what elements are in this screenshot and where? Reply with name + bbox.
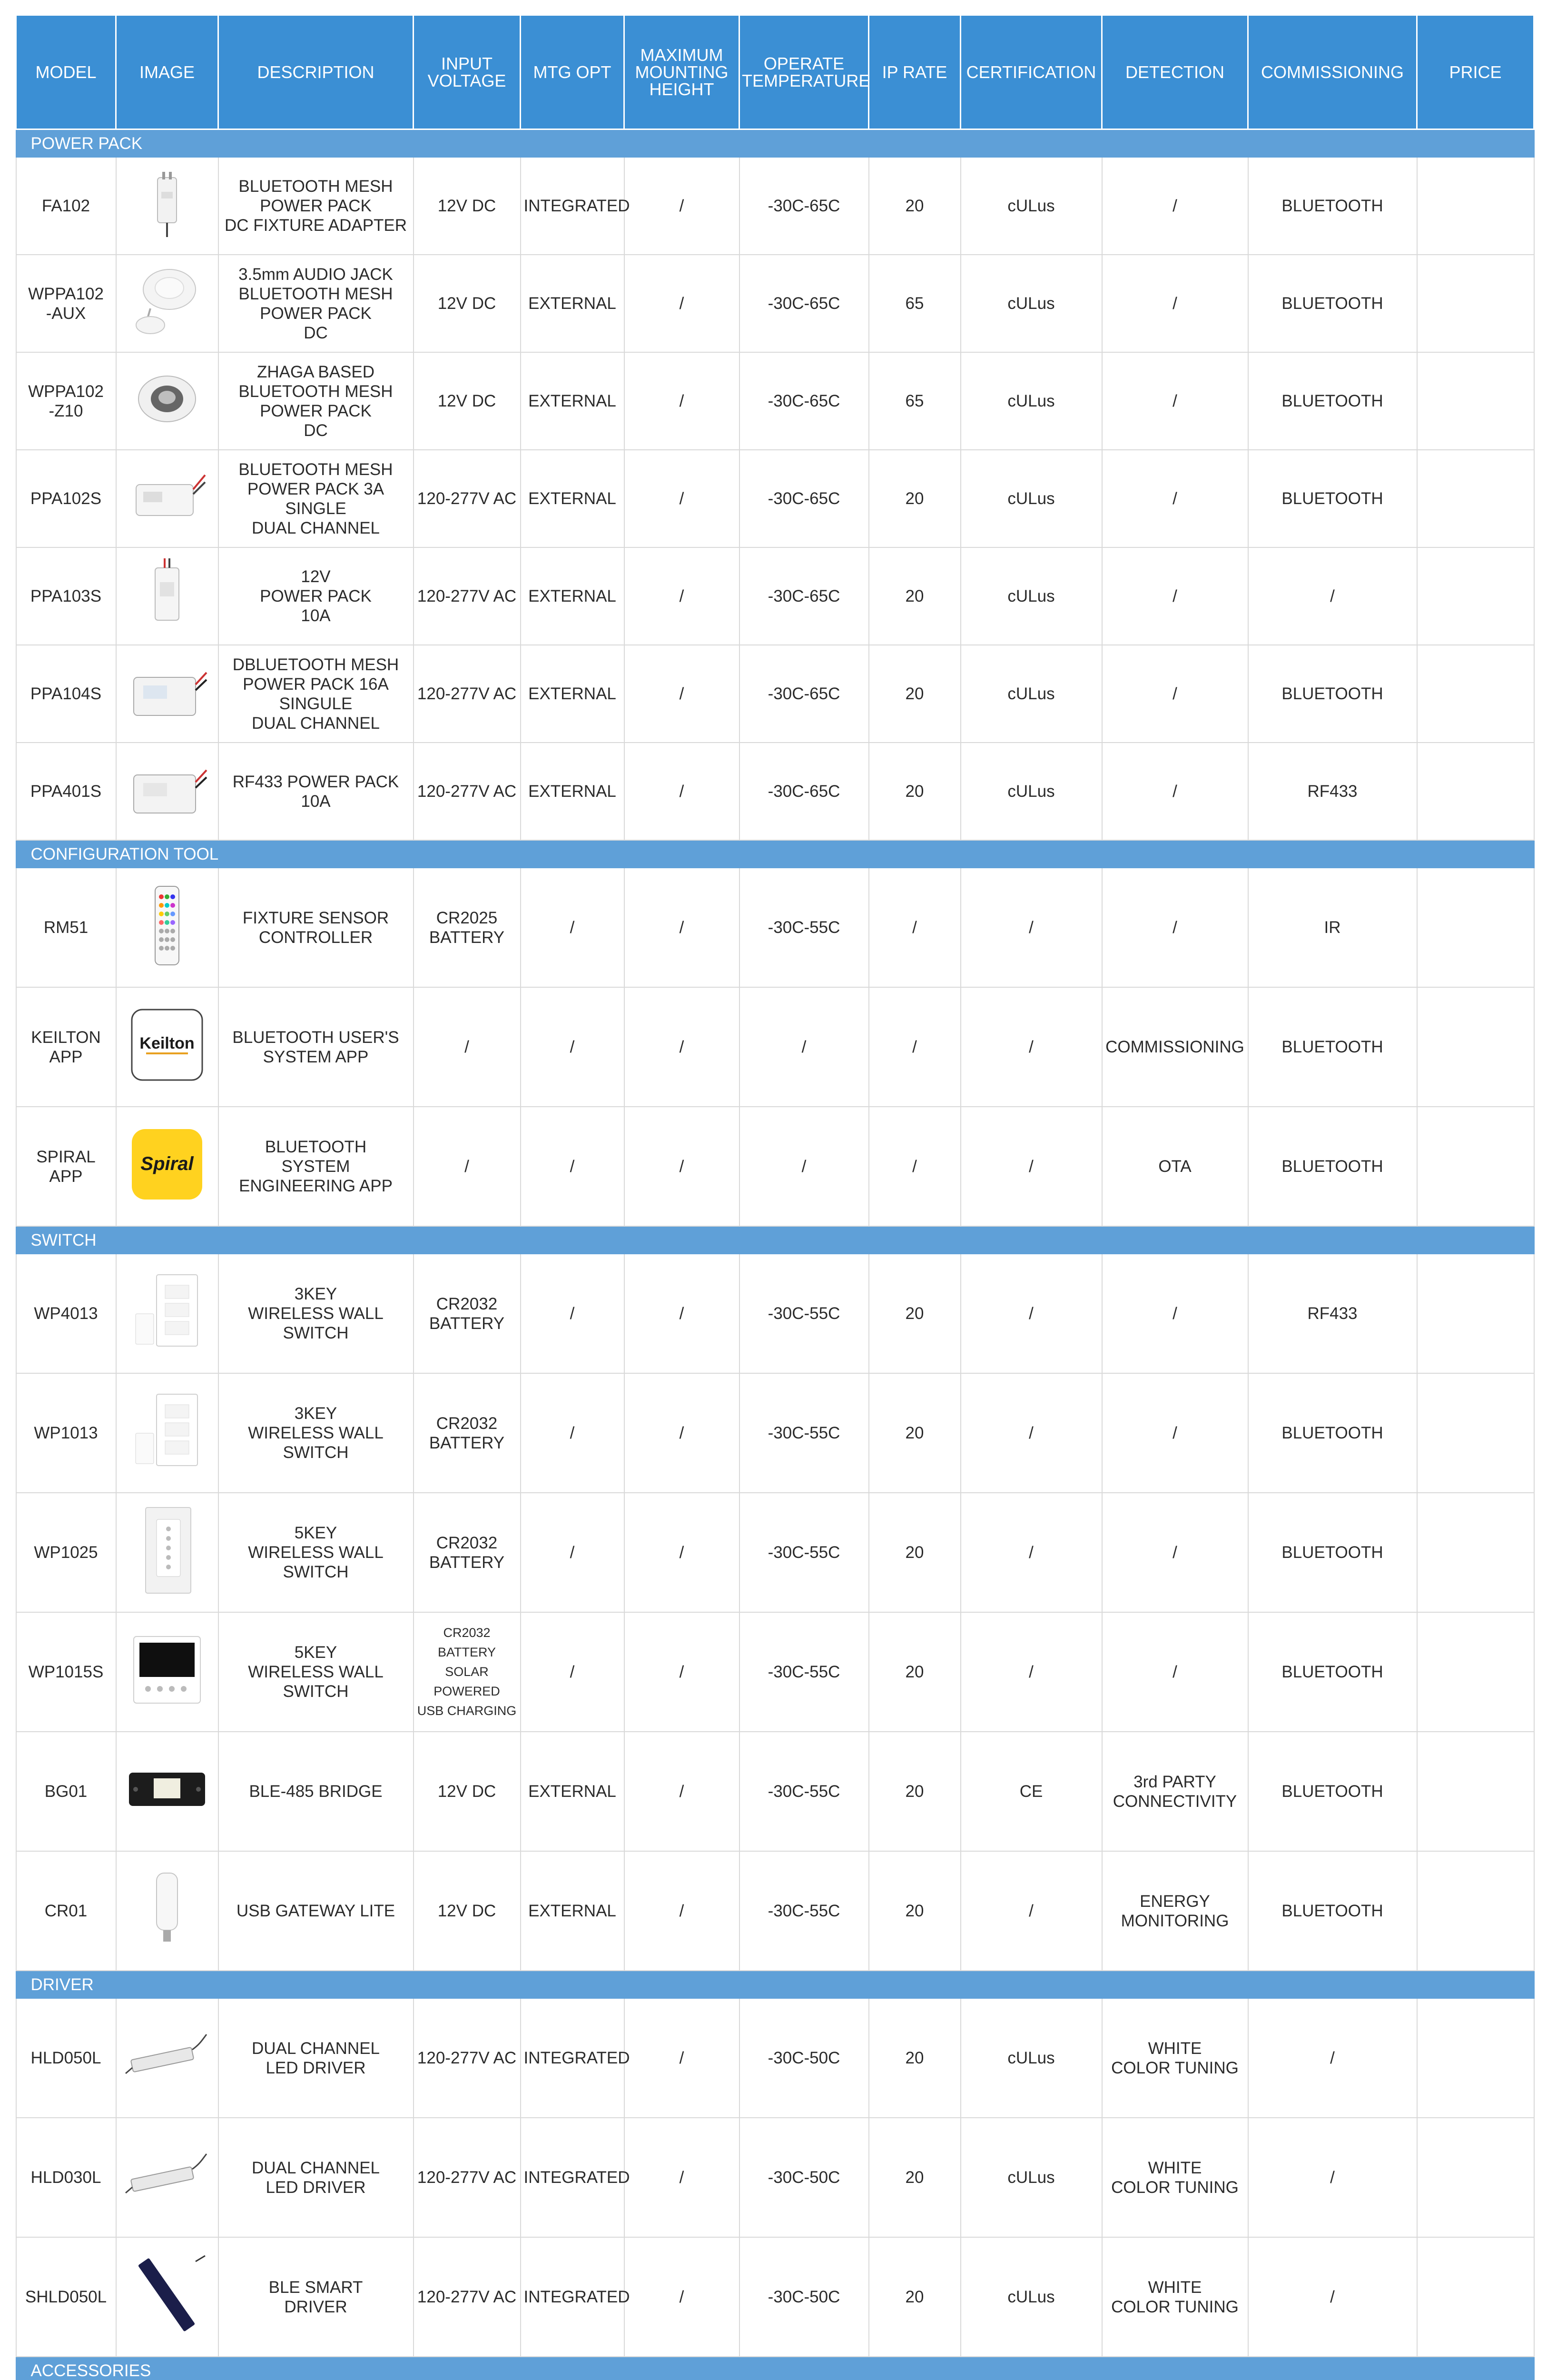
- cell-description: DBLUETOOTH MESH POWER PACK 16A SINGULE DUAL CHANNEL: [218, 645, 414, 743]
- cell-ip-rate: /: [869, 868, 961, 987]
- product-image-cell: [116, 157, 218, 255]
- wall-switch-display-photo: [119, 1625, 215, 1719]
- cell-price: [1417, 352, 1534, 450]
- section-header-row: [16, 1971, 1534, 1998]
- header-mtg-opt: MTG OPT: [521, 15, 624, 129]
- section-title: ACCESSORIES: [16, 2357, 1534, 2380]
- cell-operate-temperature: /: [739, 1107, 869, 1226]
- product-image-cell: [116, 1107, 218, 1226]
- cell-certification: cULus: [961, 255, 1102, 352]
- zhaga-sensor-photo: [119, 363, 215, 439]
- table-row: [16, 987, 1534, 1107]
- wall-switch-3key-photo: [119, 1266, 215, 1361]
- cell-operate-temperature: -30C-65C: [739, 743, 869, 840]
- cell-price: [1417, 255, 1534, 352]
- cell-operate-temperature: -30C-50C: [739, 2118, 869, 2237]
- cell-mtg-opt: INTEGRATED: [521, 2237, 624, 2357]
- cell-description: BLUETOOTH MESH POWER PACK 3A SINGLE DUAL CHANNEL: [218, 450, 414, 547]
- cell-detection: /: [1102, 352, 1248, 450]
- table-row: [16, 352, 1534, 450]
- product-image-cell: [116, 868, 218, 987]
- cell-input-voltage: 120-277V AC: [414, 1998, 521, 2118]
- section-header-row: [16, 2357, 1534, 2380]
- product-image-cell: [116, 1493, 218, 1612]
- table-row: [16, 1373, 1534, 1493]
- cell-input-voltage: 120-277V AC: [414, 743, 521, 840]
- cell-price: [1417, 987, 1534, 1107]
- cell-model: PPA103S: [16, 547, 116, 645]
- cell-commissioning: BLUETOOTH: [1248, 645, 1417, 743]
- cell-mounting-height: /: [624, 987, 739, 1107]
- cell-certification: /: [961, 1612, 1102, 1732]
- cell-commissioning: BLUETOOTH: [1248, 987, 1417, 1107]
- cell-detection: /: [1102, 1373, 1248, 1493]
- product-image-cell: [116, 255, 218, 352]
- product-image-cell: [116, 1851, 218, 1971]
- cell-ip-rate: 20: [869, 743, 961, 840]
- cell-description: 3.5mm AUDIO JACK BLUETOOTH MESH POWER PACK DC: [218, 255, 414, 352]
- cell-description: USB GATEWAY LITE: [218, 1851, 414, 1971]
- cell-price: [1417, 868, 1534, 987]
- table-row: [16, 2118, 1534, 2237]
- cell-price: [1417, 450, 1534, 547]
- cell-mounting-height: /: [624, 645, 739, 743]
- cell-certification: /: [961, 1373, 1102, 1493]
- cell-input-voltage: CR2032 BATTERY SOLAR POWERED USB CHARGING: [414, 1612, 521, 1732]
- cell-mtg-opt: /: [521, 1493, 624, 1612]
- product-table: [15, 14, 1535, 2380]
- cell-price: [1417, 1107, 1534, 1226]
- cell-operate-temperature: -30C-55C: [739, 1254, 869, 1373]
- cell-mounting-height: /: [624, 1612, 739, 1732]
- cell-commissioning: BLUETOOTH: [1248, 157, 1417, 255]
- rf433-power-pack-photo: [119, 754, 215, 829]
- product-image-cell: [116, 450, 218, 547]
- cell-detection: /: [1102, 255, 1248, 352]
- cell-detection: /: [1102, 1612, 1248, 1732]
- cell-operate-temperature: -30C-65C: [739, 352, 869, 450]
- table-row: [16, 1612, 1534, 1732]
- product-image-cell: [116, 1998, 218, 2118]
- led-driver-photo: [119, 2140, 215, 2215]
- cell-ip-rate: 20: [869, 1612, 961, 1732]
- cell-ip-rate: 20: [869, 2237, 961, 2357]
- cell-certification: cULus: [961, 1998, 1102, 2118]
- cell-operate-temperature: -30C-50C: [739, 2237, 869, 2357]
- table-row: [16, 1107, 1534, 1226]
- header-ip-rate: IP RATE: [869, 15, 961, 129]
- cell-description: BLUETOOTH USER'S SYSTEM APP: [218, 987, 414, 1107]
- cell-description: DUAL CHANNEL LED DRIVER: [218, 1998, 414, 2118]
- cell-mounting-height: /: [624, 743, 739, 840]
- header-detection: DETECTION: [1102, 15, 1248, 129]
- cell-operate-temperature: -30C-65C: [739, 157, 869, 255]
- cell-input-voltage: 12V DC: [414, 352, 521, 450]
- product-table-container: [15, 14, 1533, 2380]
- cell-description: BLE SMART DRIVER: [218, 2237, 414, 2357]
- table-body: [16, 129, 1534, 2380]
- product-image-cell: [116, 743, 218, 840]
- cell-description: 3KEY WIRELESS WALL SWITCH: [218, 1373, 414, 1493]
- cell-price: [1417, 547, 1534, 645]
- cell-ip-rate: 20: [869, 1254, 961, 1373]
- cell-certification: cULus: [961, 547, 1102, 645]
- section-title: SWITCH: [16, 1226, 1534, 1254]
- cell-description: RF433 POWER PACK 10A: [218, 743, 414, 840]
- product-image-cell: [116, 645, 218, 743]
- cell-description: FIXTURE SENSOR CONTROLLER: [218, 868, 414, 987]
- cell-operate-temperature: /: [739, 987, 869, 1107]
- cell-commissioning: BLUETOOTH: [1248, 1373, 1417, 1493]
- cell-price: [1417, 645, 1534, 743]
- cell-price: [1417, 1851, 1534, 1971]
- table-row: [16, 2237, 1534, 2357]
- cell-ip-rate: 20: [869, 157, 961, 255]
- cell-operate-temperature: -30C-50C: [739, 1998, 869, 2118]
- cell-ip-rate: 20: [869, 547, 961, 645]
- cell-price: [1417, 1998, 1534, 2118]
- cell-model: SPIRAL APP: [16, 1107, 116, 1226]
- cell-mtg-opt: EXTERNAL: [521, 547, 624, 645]
- table-row: [16, 450, 1534, 547]
- keilton-app-icon: [119, 1007, 215, 1087]
- cell-mounting-height: /: [624, 352, 739, 450]
- cell-mounting-height: /: [624, 450, 739, 547]
- cell-mounting-height: /: [624, 1107, 739, 1226]
- cell-description: ZHAGA BASED BLUETOOTH MESH POWER PACK DC: [218, 352, 414, 450]
- cell-description: 5KEY WIRELESS WALL SWITCH: [218, 1612, 414, 1732]
- header-model: MODEL: [16, 15, 116, 129]
- cell-ip-rate: 20: [869, 2118, 961, 2237]
- cell-ip-rate: 20: [869, 1732, 961, 1851]
- product-image-cell: [116, 547, 218, 645]
- cell-price: [1417, 1493, 1534, 1612]
- cell-certification: cULus: [961, 645, 1102, 743]
- cell-mounting-height: /: [624, 547, 739, 645]
- table-row: [16, 645, 1534, 743]
- cell-price: [1417, 1254, 1534, 1373]
- cell-commissioning: RF433: [1248, 743, 1417, 840]
- cell-model: WP4013: [16, 1254, 116, 1373]
- table-row: [16, 868, 1534, 987]
- power-pack-photo: [119, 461, 215, 536]
- cell-mounting-height: /: [624, 868, 739, 987]
- cell-detection: /: [1102, 743, 1248, 840]
- cell-ip-rate: 20: [869, 1493, 961, 1612]
- cell-mtg-opt: /: [521, 868, 624, 987]
- cell-description: 5KEY WIRELESS WALL SWITCH: [218, 1493, 414, 1612]
- cell-description: DUAL CHANNEL LED DRIVER: [218, 2118, 414, 2237]
- cell-operate-temperature: -30C-65C: [739, 547, 869, 645]
- cell-commissioning: /: [1248, 1998, 1417, 2118]
- cell-input-voltage: CR2032 BATTERY: [414, 1254, 521, 1373]
- cell-price: [1417, 2237, 1534, 2357]
- cell-detection: /: [1102, 547, 1248, 645]
- cell-input-voltage: 12V DC: [414, 1732, 521, 1851]
- cell-mounting-height: /: [624, 157, 739, 255]
- cell-model: WP1013: [16, 1373, 116, 1493]
- cell-certification: cULus: [961, 157, 1102, 255]
- cell-detection: /: [1102, 868, 1248, 987]
- cell-certification: cULus: [961, 352, 1102, 450]
- cell-description: BLUETOOTH SYSTEM ENGINEERING APP: [218, 1107, 414, 1226]
- cell-price: [1417, 2118, 1534, 2237]
- cell-certification: /: [961, 868, 1102, 987]
- usb-gateway-photo: [119, 1866, 215, 1956]
- wall-switch-5key-photo: [119, 1503, 215, 1602]
- header-commissioning: COMMISSIONING: [1248, 15, 1417, 129]
- cell-price: [1417, 1732, 1534, 1851]
- product-image-cell: [116, 1254, 218, 1373]
- cell-certification: /: [961, 1254, 1102, 1373]
- cell-ip-rate: 20: [869, 1998, 961, 2118]
- header-operate-temperature: OPERATE TEMPERATURE: [739, 15, 869, 129]
- cell-mtg-opt: EXTERNAL: [521, 645, 624, 743]
- cell-ip-rate: 20: [869, 1373, 961, 1493]
- cell-input-voltage: 120-277V AC: [414, 2118, 521, 2237]
- cell-certification: cULus: [961, 743, 1102, 840]
- cell-model: WP1015S: [16, 1612, 116, 1732]
- cell-description: 12V POWER PACK 10A: [218, 547, 414, 645]
- cell-input-voltage: CR2032 BATTERY: [414, 1493, 521, 1612]
- cell-mtg-opt: INTEGRATED: [521, 1998, 624, 2118]
- cell-detection: OTA: [1102, 1107, 1248, 1226]
- section-header-row: [16, 840, 1534, 868]
- cell-price: [1417, 1612, 1534, 1732]
- cell-input-voltage: 120-277V AC: [414, 450, 521, 547]
- cell-model: KEILTON APP: [16, 987, 116, 1107]
- cell-mtg-opt: /: [521, 1373, 624, 1493]
- cell-description: BLE-485 BRIDGE: [218, 1732, 414, 1851]
- section-title: DRIVER: [16, 1971, 1534, 1998]
- cell-ip-rate: /: [869, 1107, 961, 1226]
- table-row: [16, 1732, 1534, 1851]
- cell-commissioning: BLUETOOTH: [1248, 1851, 1417, 1971]
- cell-certification: cULus: [961, 2237, 1102, 2357]
- led-driver-photo: [119, 2020, 215, 2096]
- cell-model: CR01: [16, 1851, 116, 1971]
- cell-model: RM51: [16, 868, 116, 987]
- cell-model: WP1025: [16, 1493, 116, 1612]
- section-header-row: [16, 129, 1534, 158]
- cell-ip-rate: 20: [869, 1851, 961, 1971]
- cell-price: [1417, 1373, 1534, 1493]
- cell-commissioning: /: [1248, 547, 1417, 645]
- cell-model: HLD050L: [16, 1998, 116, 2118]
- svg-text:Spiral: Spiral: [140, 1153, 194, 1174]
- cell-commissioning: BLUETOOTH: [1248, 1612, 1417, 1732]
- cell-commissioning: BLUETOOTH: [1248, 1107, 1417, 1226]
- cell-operate-temperature: -30C-55C: [739, 1612, 869, 1732]
- cell-model: HLD030L: [16, 2118, 116, 2237]
- cell-certification: cULus: [961, 2118, 1102, 2237]
- cell-model: PPA104S: [16, 645, 116, 743]
- header-input-voltage: INPUT VOLTAGE: [414, 15, 521, 129]
- cell-ip-rate: 20: [869, 450, 961, 547]
- header-image: IMAGE: [116, 15, 218, 129]
- table-row: [16, 1254, 1534, 1373]
- cell-mtg-opt: /: [521, 1254, 624, 1373]
- cell-detection: ENERGY MONITORING: [1102, 1851, 1248, 1971]
- bridge-photo: [119, 1754, 215, 1829]
- cell-detection: WHITE COLOR TUNING: [1102, 2237, 1248, 2357]
- cell-mounting-height: /: [624, 2118, 739, 2237]
- product-image-cell: [116, 2237, 218, 2357]
- cell-certification: /: [961, 1851, 1102, 1971]
- cell-commissioning: IR: [1248, 868, 1417, 987]
- cell-input-voltage: 120-277V AC: [414, 547, 521, 645]
- cell-operate-temperature: -30C-55C: [739, 1851, 869, 1971]
- cell-ip-rate: /: [869, 987, 961, 1107]
- cell-certification: /: [961, 987, 1102, 1107]
- cell-model: SHLD050L: [16, 2237, 116, 2357]
- cell-detection: /: [1102, 645, 1248, 743]
- product-image-cell: [116, 1373, 218, 1493]
- cell-certification: CE: [961, 1732, 1102, 1851]
- cell-detection: WHITE COLOR TUNING: [1102, 2118, 1248, 2237]
- cell-detection: /: [1102, 1493, 1248, 1612]
- cell-model: PPA102S: [16, 450, 116, 547]
- cell-ip-rate: 20: [869, 645, 961, 743]
- cell-mounting-height: /: [624, 1254, 739, 1373]
- cell-model: PPA401S: [16, 743, 116, 840]
- product-image-cell: [116, 1732, 218, 1851]
- cell-certification: /: [961, 1107, 1102, 1226]
- cell-price: [1417, 157, 1534, 255]
- cell-mounting-height: /: [624, 1373, 739, 1493]
- cell-ip-rate: 65: [869, 255, 961, 352]
- cell-input-voltage: CR2025 BATTERY: [414, 868, 521, 987]
- cell-commissioning: /: [1248, 2237, 1417, 2357]
- table-row: [16, 547, 1534, 645]
- cell-commissioning: RF433: [1248, 1254, 1417, 1373]
- table-row: [16, 1998, 1534, 2118]
- cell-certification: cULus: [961, 450, 1102, 547]
- product-image-cell: [116, 352, 218, 450]
- cell-operate-temperature: -30C-65C: [739, 255, 869, 352]
- cell-detection: WHITE COLOR TUNING: [1102, 1998, 1248, 2118]
- cell-mounting-height: /: [624, 1998, 739, 2118]
- cell-commissioning: BLUETOOTH: [1248, 1732, 1417, 1851]
- cell-operate-temperature: -30C-65C: [739, 645, 869, 743]
- table-row: [16, 157, 1534, 255]
- table-row: [16, 1851, 1534, 1971]
- header-description: DESCRIPTION: [218, 15, 414, 129]
- power-pack-16a-photo: [119, 656, 215, 732]
- cell-detection: 3rd PARTY CONNECTIVITY: [1102, 1732, 1248, 1851]
- cell-mounting-height: /: [624, 1732, 739, 1851]
- section-title: CONFIGURATION TOOL: [16, 840, 1534, 868]
- header-row: [16, 15, 1534, 129]
- cell-model: BG01: [16, 1732, 116, 1851]
- cell-commissioning: BLUETOOTH: [1248, 255, 1417, 352]
- cell-mtg-opt: EXTERNAL: [521, 352, 624, 450]
- header-certification: CERTIFICATION: [961, 15, 1102, 129]
- cell-operate-temperature: -30C-65C: [739, 450, 869, 547]
- spiral-app-icon: [119, 1126, 215, 1207]
- header-max-mounting-height: MAXIMUM MOUNTING HEIGHT: [624, 15, 739, 129]
- cell-mounting-height: /: [624, 1851, 739, 1971]
- cell-mtg-opt: EXTERNAL: [521, 1851, 624, 1971]
- product-image-cell: [116, 2118, 218, 2237]
- cell-certification: /: [961, 1493, 1102, 1612]
- remote-control-photo: [119, 883, 215, 972]
- section-title: POWER PACK: [16, 129, 1534, 158]
- cell-input-voltage: 120-277V AC: [414, 2237, 521, 2357]
- cell-price: [1417, 743, 1534, 840]
- cell-operate-temperature: -30C-55C: [739, 1373, 869, 1493]
- cell-commissioning: BLUETOOTH: [1248, 450, 1417, 547]
- header-price: PRICE: [1417, 15, 1534, 129]
- product-image-cell: [116, 987, 218, 1107]
- cell-description: BLUETOOTH MESH POWER PACK DC FIXTURE ADAPTER: [218, 157, 414, 255]
- table-row: [16, 743, 1534, 840]
- cell-model: FA102: [16, 157, 116, 255]
- product-image-cell: [116, 1612, 218, 1732]
- cell-operate-temperature: -30C-55C: [739, 1493, 869, 1612]
- cell-mtg-opt: EXTERNAL: [521, 255, 624, 352]
- cell-mtg-opt: INTEGRATED: [521, 2118, 624, 2237]
- cell-input-voltage: 12V DC: [414, 1851, 521, 1971]
- cell-mtg-opt: /: [521, 1612, 624, 1732]
- cell-model: WPPA102 -AUX: [16, 255, 116, 352]
- cell-mtg-opt: EXTERNAL: [521, 743, 624, 840]
- cell-detection: /: [1102, 450, 1248, 547]
- cell-input-voltage: CR2032 BATTERY: [414, 1373, 521, 1493]
- cell-operate-temperature: -30C-55C: [739, 868, 869, 987]
- cell-mtg-opt: /: [521, 1107, 624, 1226]
- cell-mounting-height: /: [624, 2237, 739, 2357]
- cell-mounting-height: /: [624, 1493, 739, 1612]
- cell-description: 3KEY WIRELESS WALL SWITCH: [218, 1254, 414, 1373]
- smart-driver-photo: [119, 2252, 215, 2342]
- table-row: [16, 255, 1534, 352]
- cell-commissioning: /: [1248, 2118, 1417, 2237]
- cell-input-voltage: 12V DC: [414, 157, 521, 255]
- cell-commissioning: BLUETOOTH: [1248, 1493, 1417, 1612]
- cell-input-voltage: 12V DC: [414, 255, 521, 352]
- cell-input-voltage: /: [414, 987, 521, 1107]
- wall-switch-3key-photo: [119, 1386, 215, 1480]
- cell-input-voltage: 120-277V AC: [414, 645, 521, 743]
- cell-model: WPPA102 -Z10: [16, 352, 116, 450]
- cell-detection: /: [1102, 1254, 1248, 1373]
- cell-mtg-opt: INTEGRATED: [521, 157, 624, 255]
- cell-ip-rate: 65: [869, 352, 961, 450]
- adapter-photo: [119, 168, 215, 244]
- audio-jack-sensor-photo: [119, 263, 215, 344]
- section-header-row: [16, 1226, 1534, 1254]
- cell-commissioning: BLUETOOTH: [1248, 352, 1417, 450]
- cell-detection: /: [1102, 157, 1248, 255]
- cell-mounting-height: /: [624, 255, 739, 352]
- cell-mtg-opt: EXTERNAL: [521, 450, 624, 547]
- cell-detection: COMMISSIONING: [1102, 987, 1248, 1107]
- cell-operate-temperature: -30C-55C: [739, 1732, 869, 1851]
- svg-text:Keilton: Keilton: [139, 1034, 195, 1052]
- cell-mtg-opt: /: [521, 987, 624, 1107]
- cell-mtg-opt: EXTERNAL: [521, 1732, 624, 1851]
- cell-input-voltage: /: [414, 1107, 521, 1226]
- power-pack-12v-photo: [119, 556, 215, 636]
- table-row: [16, 1493, 1534, 1612]
